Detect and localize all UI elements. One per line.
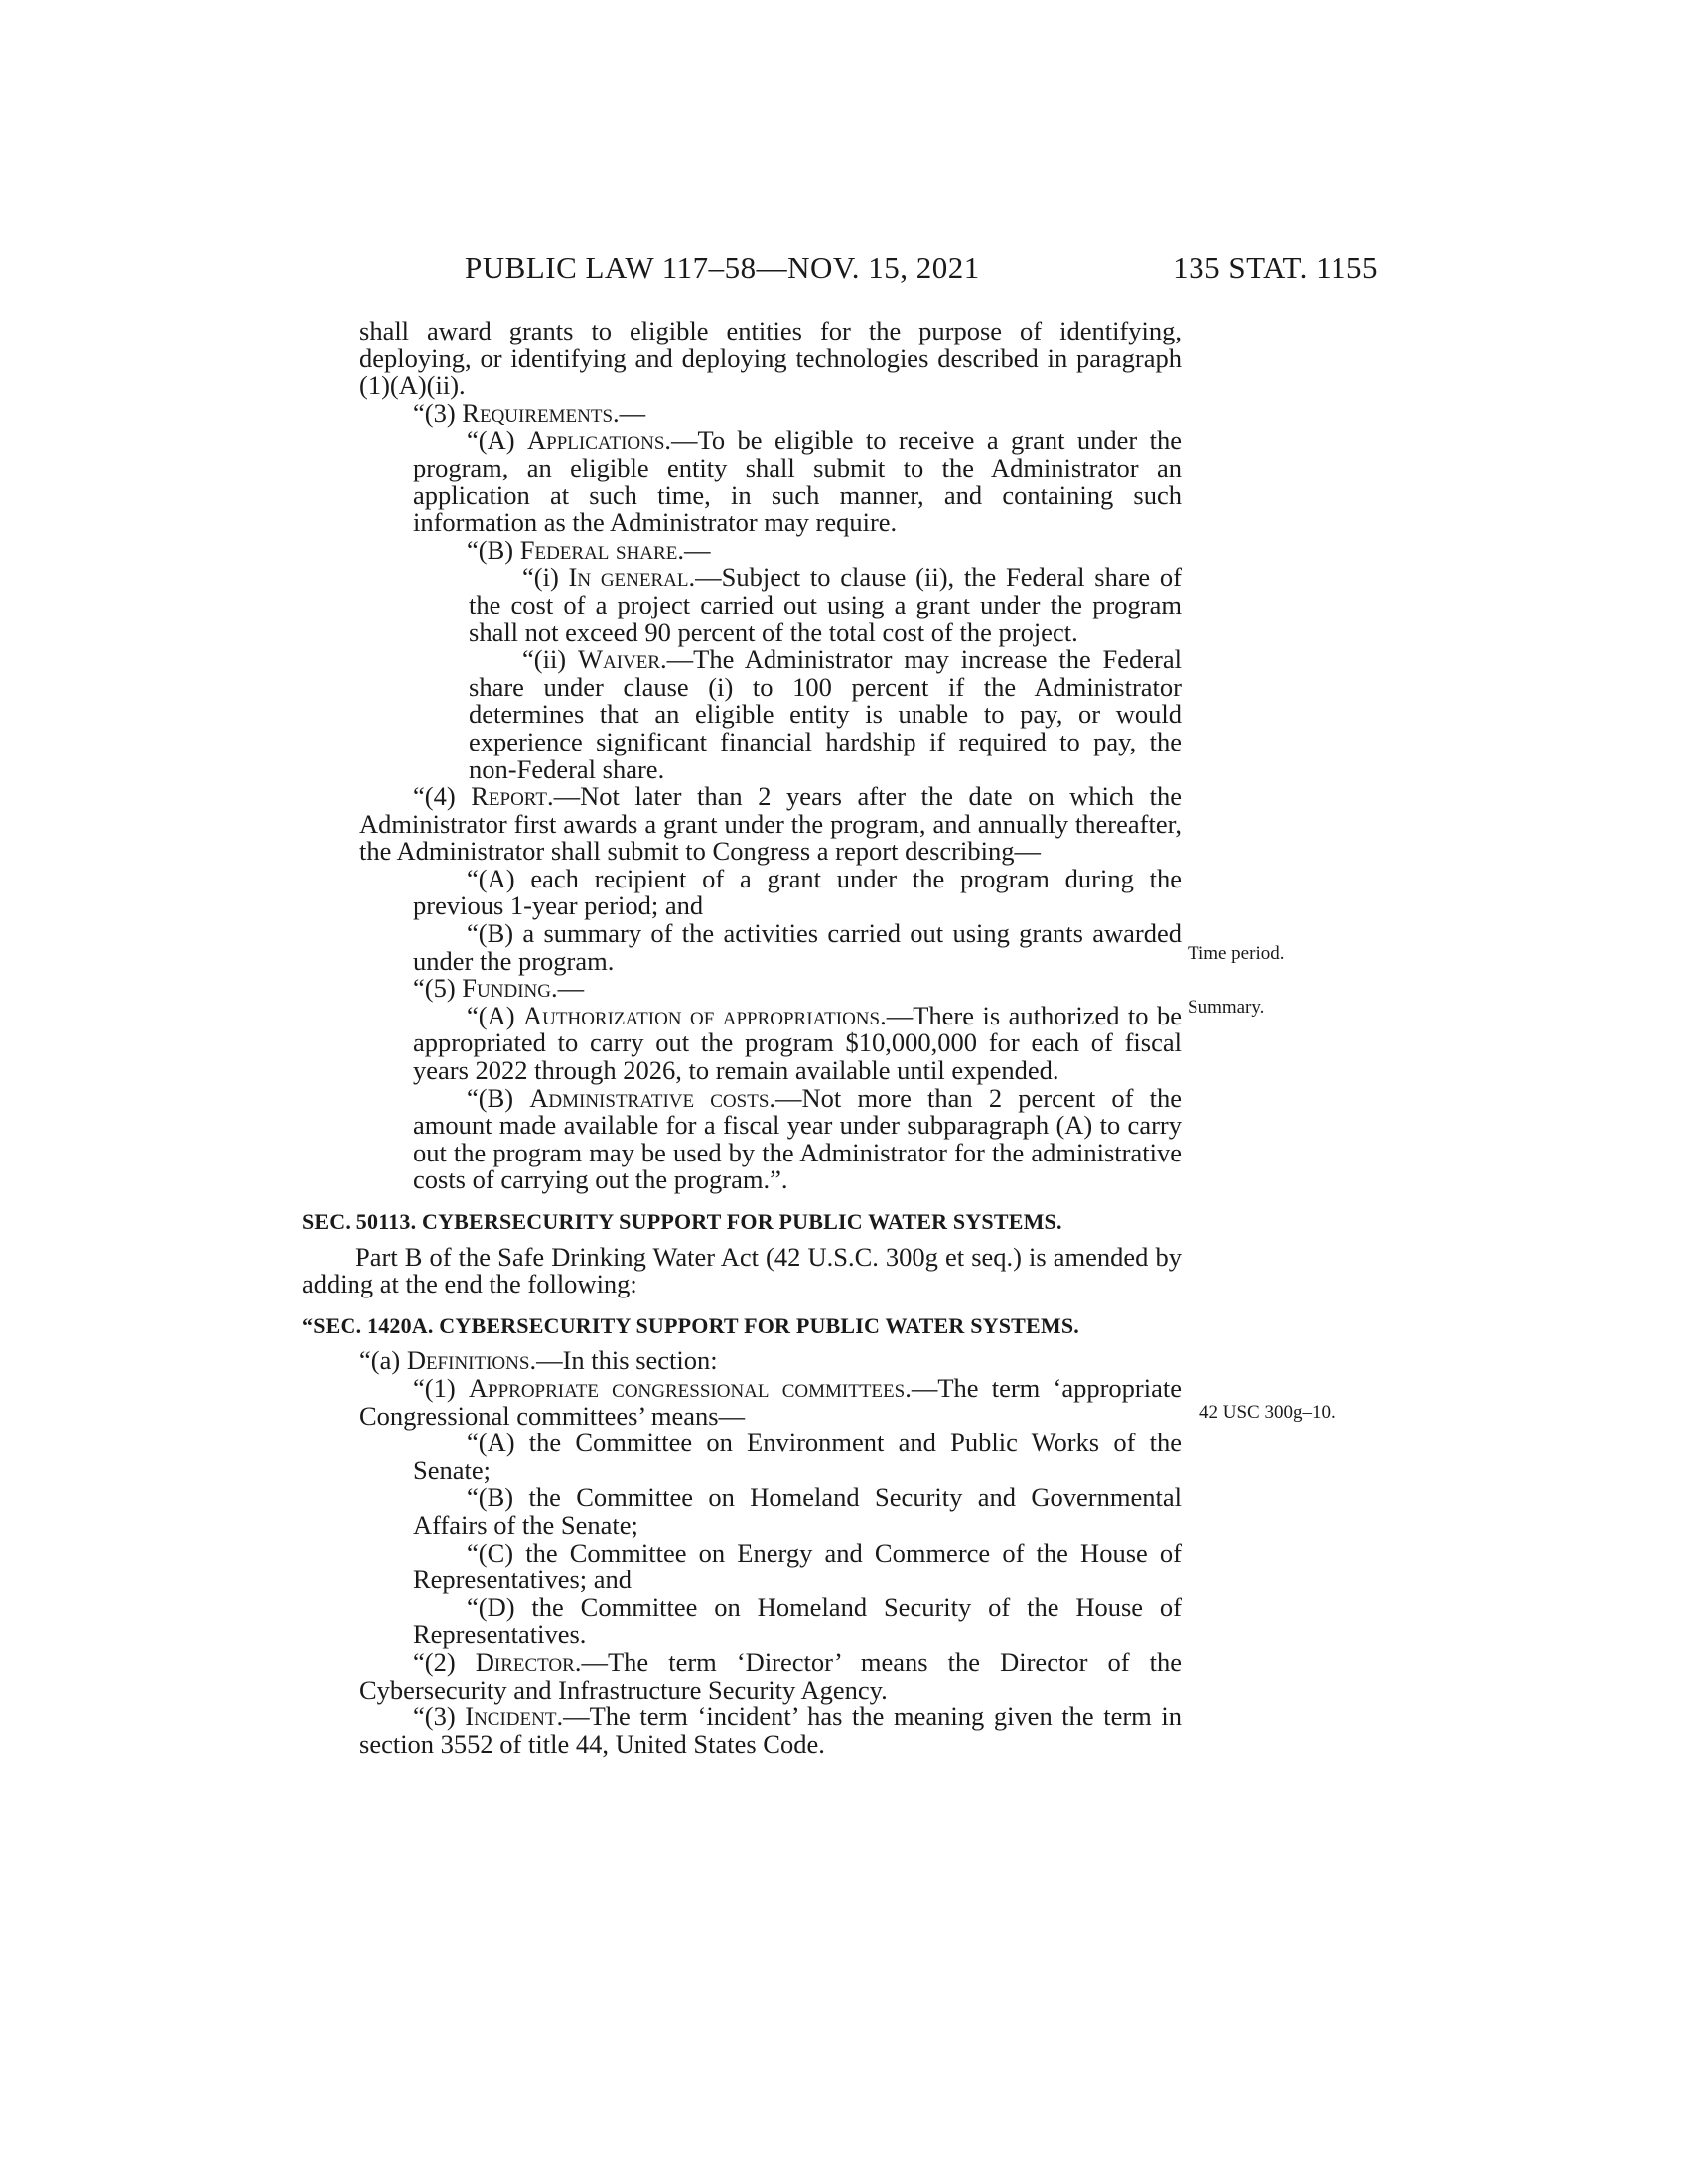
section-heading-50113: SEC. 50113. CYBERSECURITY SUPPORT FOR PUBLIC WATER SYSTEMS. (302, 1209, 1062, 1234)
paragraph-committees: “(1) Appropriate congressional committees.—The term ‘appropriate Congressional committees’ means— (359, 1372, 1182, 1431)
paragraph-authorization: “(A) Authorization of appropriations.—There is authorized to be appropriated to carry out the program $10,000,000 for each of fiscal years 2022 through 2026, to remain available until expended. (413, 1000, 1182, 1086)
paragraph-requirements: “(3) Requirements.— (413, 397, 646, 428)
section-heading-1420a: “SEC. 1420A. CYBERSECURITY SUPPORT FOR PUBLIC WATER SYSTEMS. (302, 1312, 1079, 1338)
paragraph-federal-share: “(B) Federal share.— (467, 534, 711, 565)
paragraph-waiver: “(ii) Waiver.—The Administrator may increase the Federal share under clause (i) to 100 percent if the Administrator determines that an eligible entity is unable to pay, or would experience significant financial hardship if required to pay, the non-Federal share. (469, 644, 1183, 784)
paragraph: shall award grants to eligible entities for the purpose of identifying, deploying, or identifying and deploying technologies described in paragraph (1)(A)(ii). (359, 316, 1182, 401)
paragraph-each-recipient: “(A) each recipient of a grant under the program during the previous 1-year period; and (413, 863, 1182, 921)
header-stat-page: 135 STAT. 1155 (1173, 250, 1378, 285)
paragraph-committee-b: “(B) the Committee on Homeland Security and Governmental Affairs of the Senate; (413, 1482, 1182, 1540)
margin-note-summary: Summary. (1188, 997, 1265, 1018)
margin-note-usc: 42 USC 300g–10. (1199, 1402, 1336, 1423)
paragraph-director: “(2) Director.—The term ‘Director’ means the Director of the Cybersecurity and Infrastructure Security Agency. (359, 1646, 1182, 1705)
paragraph-committee-c: “(C) the Committee on Energy and Commerce of the House of Representatives; and (413, 1537, 1182, 1595)
paragraph-report: “(4) Report.—Not later than 2 years after the date on which the Administrator first awards a grant under the program, and annually thereafter, the Administrator shall submit to Congress a report describing— (359, 781, 1182, 867)
running-header (465, 250, 1378, 286)
paragraph-funding: “(5) Funding.— (413, 973, 585, 1004)
paragraph-summary: “(B) a summary of the activities carried out using grants awarded under the program. (413, 918, 1182, 976)
statute-text (302, 316, 1183, 1759)
paragraph-part-b: Part B of the Safe Drinking Water Act (42 U.S.C. 300g et seq.) is amended by adding at the end the following: (302, 1241, 1182, 1299)
paragraph-committee-d: “(D) the Committee on Homeland Security of the House of Representatives. (413, 1591, 1182, 1650)
header-title: PUBLIC LAW 117–58—NOV. 15, 2021 (465, 250, 980, 285)
paragraph-applications: “(A) Applications.—To be eligible to receive a grant under the program, an eligible entity shall submit to the Administrator an application at such time, in such manner, and containing such information as the Administrator may require. (413, 425, 1183, 538)
paragraph-incident: “(3) Incident.—The term ‘incident’ has the meaning given the term in section 3552 of title 44, United States Code. (359, 1702, 1182, 1759)
paragraph-administrative-costs: “(B) Administrative costs.—Not more than 2 percent of the amount made available for a fiscal year under subparagraph (A) to carry out the program may be used by the Administrator for the administrative costs of carrying out the program.”. (413, 1082, 1182, 1195)
paragraph-committee-a: “(A) the Committee on Environment and Public Works of the Senate; (413, 1428, 1182, 1485)
margin-note-time-period: Time period. (1188, 943, 1285, 964)
paragraph-in-general: “(i) In general.—Subject to clause (ii), the Federal share of the cost of a project carried out using a grant under the program shall not exceed 90 percent of the total cost of the project. (469, 562, 1182, 647)
paragraph-definitions: “(a) Definitions.—In this section: (359, 1345, 718, 1376)
